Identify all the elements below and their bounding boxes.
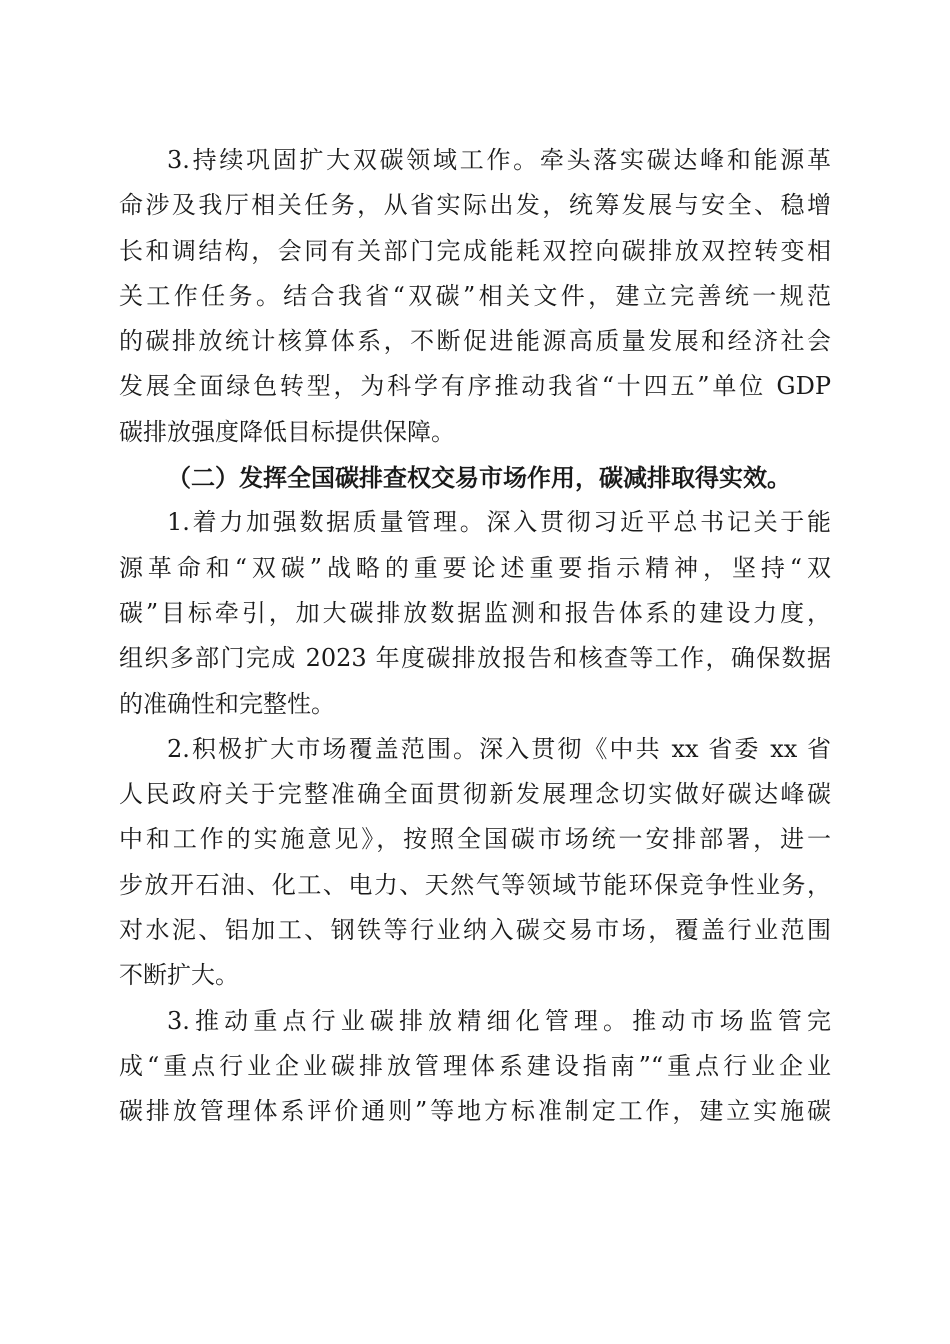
text-line: 3.持续巩固扩大双碳领域工作。牵头落实碳达峰和能源革: [167, 146, 831, 174]
text-line: 2.积极扩大市场覆盖范围。深入贯彻《中共 xx 省委 xx 省: [167, 734, 831, 763]
text-line: 发展全面绿色转型，为科学有序推动我省“十四五”单位 GDP: [119, 372, 831, 401]
paragraph-data-quality: [119, 500, 831, 726]
text-line: 命涉及我厅相关任务，从省实际出发，统筹发展与安全、稳增: [119, 191, 831, 220]
text-line: 碳”目标牵引，加大碳排放数据监测和报告体系的建设力度，: [119, 598, 831, 627]
text-line: 步放开石油、化工、电力、天然气等领域节能环保竞争性业务，: [119, 870, 831, 899]
text-line: 人民政府关于完整准确全面贯彻新发展理念切实做好碳达峰碳: [119, 780, 831, 809]
paragraph-expand-dual-carbon: [119, 138, 831, 455]
section-heading: [119, 455, 831, 500]
text-line: 3.推动重点行业碳排放精细化管理。推动市场监管完: [167, 1006, 831, 1035]
document-body: [119, 138, 831, 1135]
text-line: 组织多部门完成 2023 年度碳排放报告和核查等工作，确保数据: [119, 644, 831, 673]
text-line: 的准确性和完整性。: [119, 689, 335, 718]
paragraph-key-industry: [119, 999, 831, 1135]
text-line: 关工作任务。结合我省“双碳”相关文件，建立完善统一规范: [119, 281, 831, 310]
text-line: 不断扩大。: [119, 961, 239, 990]
text-line: 的碳排放统计核算体系，不断促进能源高质量发展和经济社会: [119, 327, 831, 356]
text-line: 成“重点行业企业碳排放管理体系建设指南”“重点行业企业: [119, 1051, 831, 1080]
text-line: 碳排放强度降低目标提供保障。: [119, 417, 455, 446]
section-heading-text: （二）发挥全国碳排查权交易市场作用，碳减排取得实效。: [167, 463, 791, 493]
text-line: 1.着力加强数据质量管理。深入贯彻习近平总书记关于能: [167, 508, 831, 537]
text-line: 源革命和“双碳”战略的重要论述重要指示精神，坚持“双: [119, 553, 831, 582]
paragraph-market-coverage: [119, 727, 831, 999]
text-line: 碳排放管理体系评价通则”等地方标准制定工作，建立实施碳: [119, 1097, 831, 1126]
text-line: 长和调结构，会同有关部门完成能耗双控向碳排放双控转变相: [119, 236, 831, 265]
text-line: 对水泥、铝加工、钢铁等行业纳入碳交易市场，覆盖行业范围: [119, 916, 831, 945]
text-line: 中和工作的实施意见》，按照全国碳市场统一安排部署，进一: [119, 825, 831, 854]
